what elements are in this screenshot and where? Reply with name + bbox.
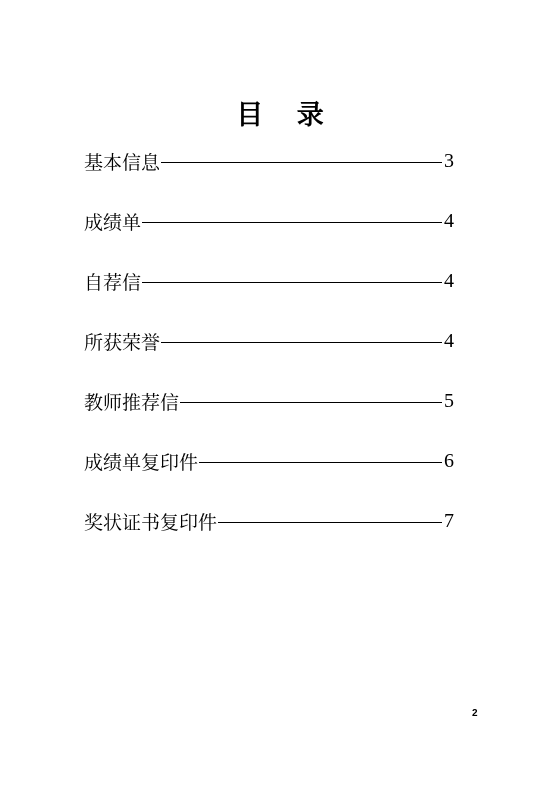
toc-leader-line xyxy=(180,402,442,403)
toc-entry-page: 3 xyxy=(444,149,454,172)
toc-entry-page: 6 xyxy=(444,449,454,472)
toc-entry-label: 自荐信 xyxy=(84,271,142,294)
toc-entry-label: 基本信息 xyxy=(84,151,161,174)
toc-entry-teacher-recommendation[interactable] xyxy=(84,386,454,416)
toc-entry-label: 奖状证书复印件 xyxy=(84,511,218,534)
toc-entry-transcript[interactable] xyxy=(84,206,454,236)
toc-leader-line xyxy=(218,522,442,523)
toc-leader-line xyxy=(161,162,442,163)
toc-leader-line xyxy=(161,342,442,343)
toc-entry-page: 7 xyxy=(444,509,454,532)
toc-title: 目 录 xyxy=(236,100,336,131)
toc-leader-line xyxy=(142,282,442,283)
toc-entry-label: 所获荣誉 xyxy=(84,331,161,354)
toc-leader-line xyxy=(142,222,442,223)
toc-leader-line xyxy=(199,462,442,463)
toc-entry-self-recommendation[interactable] xyxy=(84,266,454,296)
toc-entry-page: 4 xyxy=(444,269,454,292)
toc-entry-label: 教师推荐信 xyxy=(84,391,180,414)
toc-entry-page: 5 xyxy=(444,389,454,412)
toc-entry-basic-info[interactable] xyxy=(84,146,454,176)
toc-entry-page: 4 xyxy=(444,329,454,352)
toc-entry-honors[interactable] xyxy=(84,326,454,356)
toc-entry-certificate-copy[interactable] xyxy=(84,506,454,536)
page-number: 2 xyxy=(472,708,478,719)
toc-entry-transcript-copy[interactable] xyxy=(84,446,454,476)
toc-entry-page: 4 xyxy=(444,209,454,232)
toc-entry-label: 成绩单复印件 xyxy=(84,451,199,474)
toc-entry-label: 成绩单 xyxy=(84,211,142,234)
toc-list xyxy=(84,146,454,566)
